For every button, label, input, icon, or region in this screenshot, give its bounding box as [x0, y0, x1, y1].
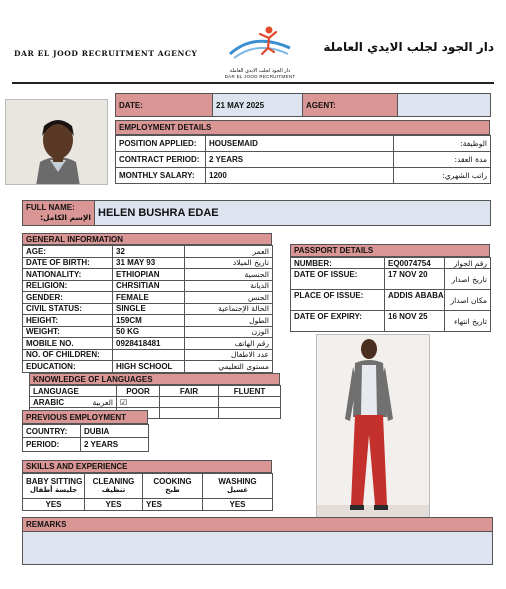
dob-value: 31 MAY 93 — [113, 257, 185, 269]
age-label: AGE: — [23, 246, 113, 258]
agent-label: AGENT: — [303, 94, 398, 117]
education-value: HIGH SCHOOL — [113, 361, 185, 373]
salary-label: MONTHLY SALARY: — [116, 168, 206, 184]
lang-arabic-poor-checkbox[interactable]: ☑ — [117, 397, 160, 408]
skill-cleaning-en: CLEANING — [92, 477, 135, 486]
gender-label-ar: الجنس — [185, 292, 273, 304]
passport-table — [290, 257, 491, 332]
lang-arabic-name-ar: العربية — [92, 397, 113, 407]
previous-table — [22, 424, 149, 452]
position-label-ar: الوظيفة: — [394, 136, 491, 152]
lang-arabic-fair[interactable] — [160, 397, 219, 408]
lang-col-poor: POOR — [117, 386, 160, 397]
date-agent-table — [115, 93, 491, 117]
age-label-ar: العمر — [185, 246, 273, 258]
full-name-label: FULL NAME: — [26, 203, 75, 212]
agency-name-ar: دار الجود لجلب الايدي العاملة — [323, 40, 494, 54]
lang-arabic-name: ARABIC — [33, 397, 65, 407]
skill-washing-en: WASHING — [218, 477, 257, 486]
candidate-photo-portrait — [5, 99, 108, 185]
prev-period-value: 2 YEARS — [81, 438, 149, 452]
lang-row2-fluent[interactable] — [219, 408, 281, 419]
issue-place-label-ar: مكان اصدار — [445, 290, 491, 311]
agent-value — [398, 94, 491, 117]
civil-status-value: SINGLE — [113, 303, 185, 315]
employment-table — [115, 135, 491, 184]
skill-cooking — [143, 474, 203, 499]
nationality-label: NATIONALITY: — [23, 269, 113, 281]
gender-label: GENDER: — [23, 292, 113, 304]
general-header: GENERAL INFORMATION — [22, 233, 272, 245]
contract-value: 2 YEARS — [206, 152, 394, 168]
skills-table — [22, 473, 273, 511]
skill-cooking-ar: طبخ — [165, 486, 180, 494]
expiry-date-label-ar: تاريخ انتهاء — [445, 311, 491, 332]
full-name-label-cell — [23, 201, 95, 226]
skill-baby-sitting-en: BABY SITTING — [26, 477, 83, 486]
height-value: 159CM — [113, 315, 185, 327]
candidate-photo-full — [316, 334, 430, 519]
weight-label-ar: الوزن — [185, 326, 273, 338]
education-label-ar: مستوى التعليمي — [185, 361, 273, 373]
mobile-label-ar: رقم الهاتف — [185, 338, 273, 350]
skill-cleaning-value: YES — [85, 499, 143, 511]
date-label: DATE: — [116, 94, 213, 117]
skill-baby-sitting — [23, 474, 85, 499]
passport-header: PASSPORT DETAILS — [290, 244, 490, 257]
passport-number-value: EQ0074754 — [385, 258, 445, 269]
header-divider — [12, 82, 494, 84]
lang-col-fair: FAIR — [160, 386, 219, 397]
civil-status-label: CIVIL STATUS: — [23, 303, 113, 315]
skill-baby-sitting-value: YES — [23, 499, 85, 511]
agency-logo — [224, 24, 296, 80]
position-label: POSITION APPLIED: — [116, 136, 206, 152]
issue-date-label: DATE OF ISSUE: — [291, 269, 385, 290]
passport-number-label-ar: رقم الجواز — [445, 258, 491, 269]
skill-cooking-value: YES — [143, 499, 203, 511]
lang-col-language: LANGUAGE — [30, 386, 117, 397]
expiry-date-label: DATE OF EXPIRY: — [291, 311, 385, 332]
weight-value: 50 KG — [113, 326, 185, 338]
salary-label-ar: راتب الشهري: — [394, 168, 491, 184]
salary-value: 1200 — [206, 168, 394, 184]
gender-value: FEMALE — [113, 292, 185, 304]
full-name-table — [22, 200, 491, 226]
full-name-value: HELEN BUSHRA EDAE — [95, 201, 491, 226]
position-value: HOUSEMAID — [206, 136, 394, 152]
previous-header: PREVIOUS EMPLOYMENT — [22, 410, 148, 424]
skill-washing-value: YES — [203, 499, 273, 511]
general-table — [22, 245, 273, 373]
logo-text-ar: دار الجود لجلب الايدي العاملة — [229, 68, 291, 74]
skill-washing — [203, 474, 273, 499]
issue-place-value: ADDIS ABABA — [385, 290, 445, 311]
height-label: HEIGHT: — [23, 315, 113, 327]
mobile-label: MOBILE NO. — [23, 338, 113, 350]
skill-washing-ar: غسيل — [226, 486, 248, 494]
education-label: EDUCATION: — [23, 361, 113, 373]
children-value — [113, 349, 185, 361]
expiry-date-value: 16 NOV 25 — [385, 311, 445, 332]
prev-country-value: DUBIA — [81, 425, 149, 438]
logo-text-en: DAR EL JOOD RECRUITMENT — [224, 74, 296, 79]
age-value: 32 — [113, 246, 185, 258]
logo-mark-icon — [224, 24, 296, 62]
dob-label-ar: تاريخ الميلاد — [185, 257, 273, 269]
issue-date-label-ar: تاريخ اصدار — [445, 269, 491, 290]
contract-label-ar: مدة العقد: — [394, 152, 491, 168]
languages-header: KNOWLEDGE OF LANGUAGES — [29, 373, 280, 385]
skill-cooking-en: COOKING — [153, 477, 192, 486]
full-name-label-ar: الإسم الكامل: — [40, 213, 91, 222]
children-label: NO. OF CHILDREN: — [23, 349, 113, 361]
lang-arabic-fluent[interactable] — [219, 397, 281, 408]
religion-value: CHRSITIAN — [113, 280, 185, 292]
height-label-ar: الطول — [185, 315, 273, 327]
children-label-ar: عدد الاطفال — [185, 349, 273, 361]
remarks-header: REMARKS — [22, 517, 493, 532]
remarks-box[interactable] — [22, 532, 493, 565]
civil-status-label-ar: الحالة الإجتماعية — [185, 303, 273, 315]
dob-label: DATE OF BIRTH: — [23, 257, 113, 269]
issue-date-value: 17 NOV 20 — [385, 269, 445, 290]
lang-col-fluent: FLUENT — [219, 386, 281, 397]
employment-header: EMPLOYMENT DETAILS — [115, 120, 490, 135]
date-value: 21 MAY 2025 — [213, 94, 303, 117]
lang-row2-fair[interactable] — [160, 408, 219, 419]
mobile-value: 0928418481 — [113, 338, 185, 350]
weight-label: WEIGHT: — [23, 326, 113, 338]
passport-number-label: NUMBER: — [291, 258, 385, 269]
prev-period-label: PERIOD: — [23, 438, 81, 452]
skill-cleaning-ar: تنظيف — [101, 486, 126, 494]
religion-label: RELIGION: — [23, 280, 113, 292]
lang-arabic-cell — [30, 397, 117, 408]
prev-country-label: COUNTRY: — [23, 425, 81, 438]
nationality-label-ar: الجنسية — [185, 269, 273, 281]
contract-label: CONTRACT PERIOD: — [116, 152, 206, 168]
skills-header: SKILLS AND EXPERIENCE — [22, 460, 272, 473]
skill-baby-sitting-ar: جليسة أطفال — [29, 486, 78, 494]
religion-label-ar: الديانة — [185, 280, 273, 292]
nationality-value: ETHIOPIAN — [113, 269, 185, 281]
skill-cleaning — [85, 474, 143, 499]
issue-place-label: PLACE OF ISSUE: — [291, 290, 385, 311]
agency-name-en: DAR EL JOOD RECRUITMENT AGENCY — [14, 49, 198, 58]
